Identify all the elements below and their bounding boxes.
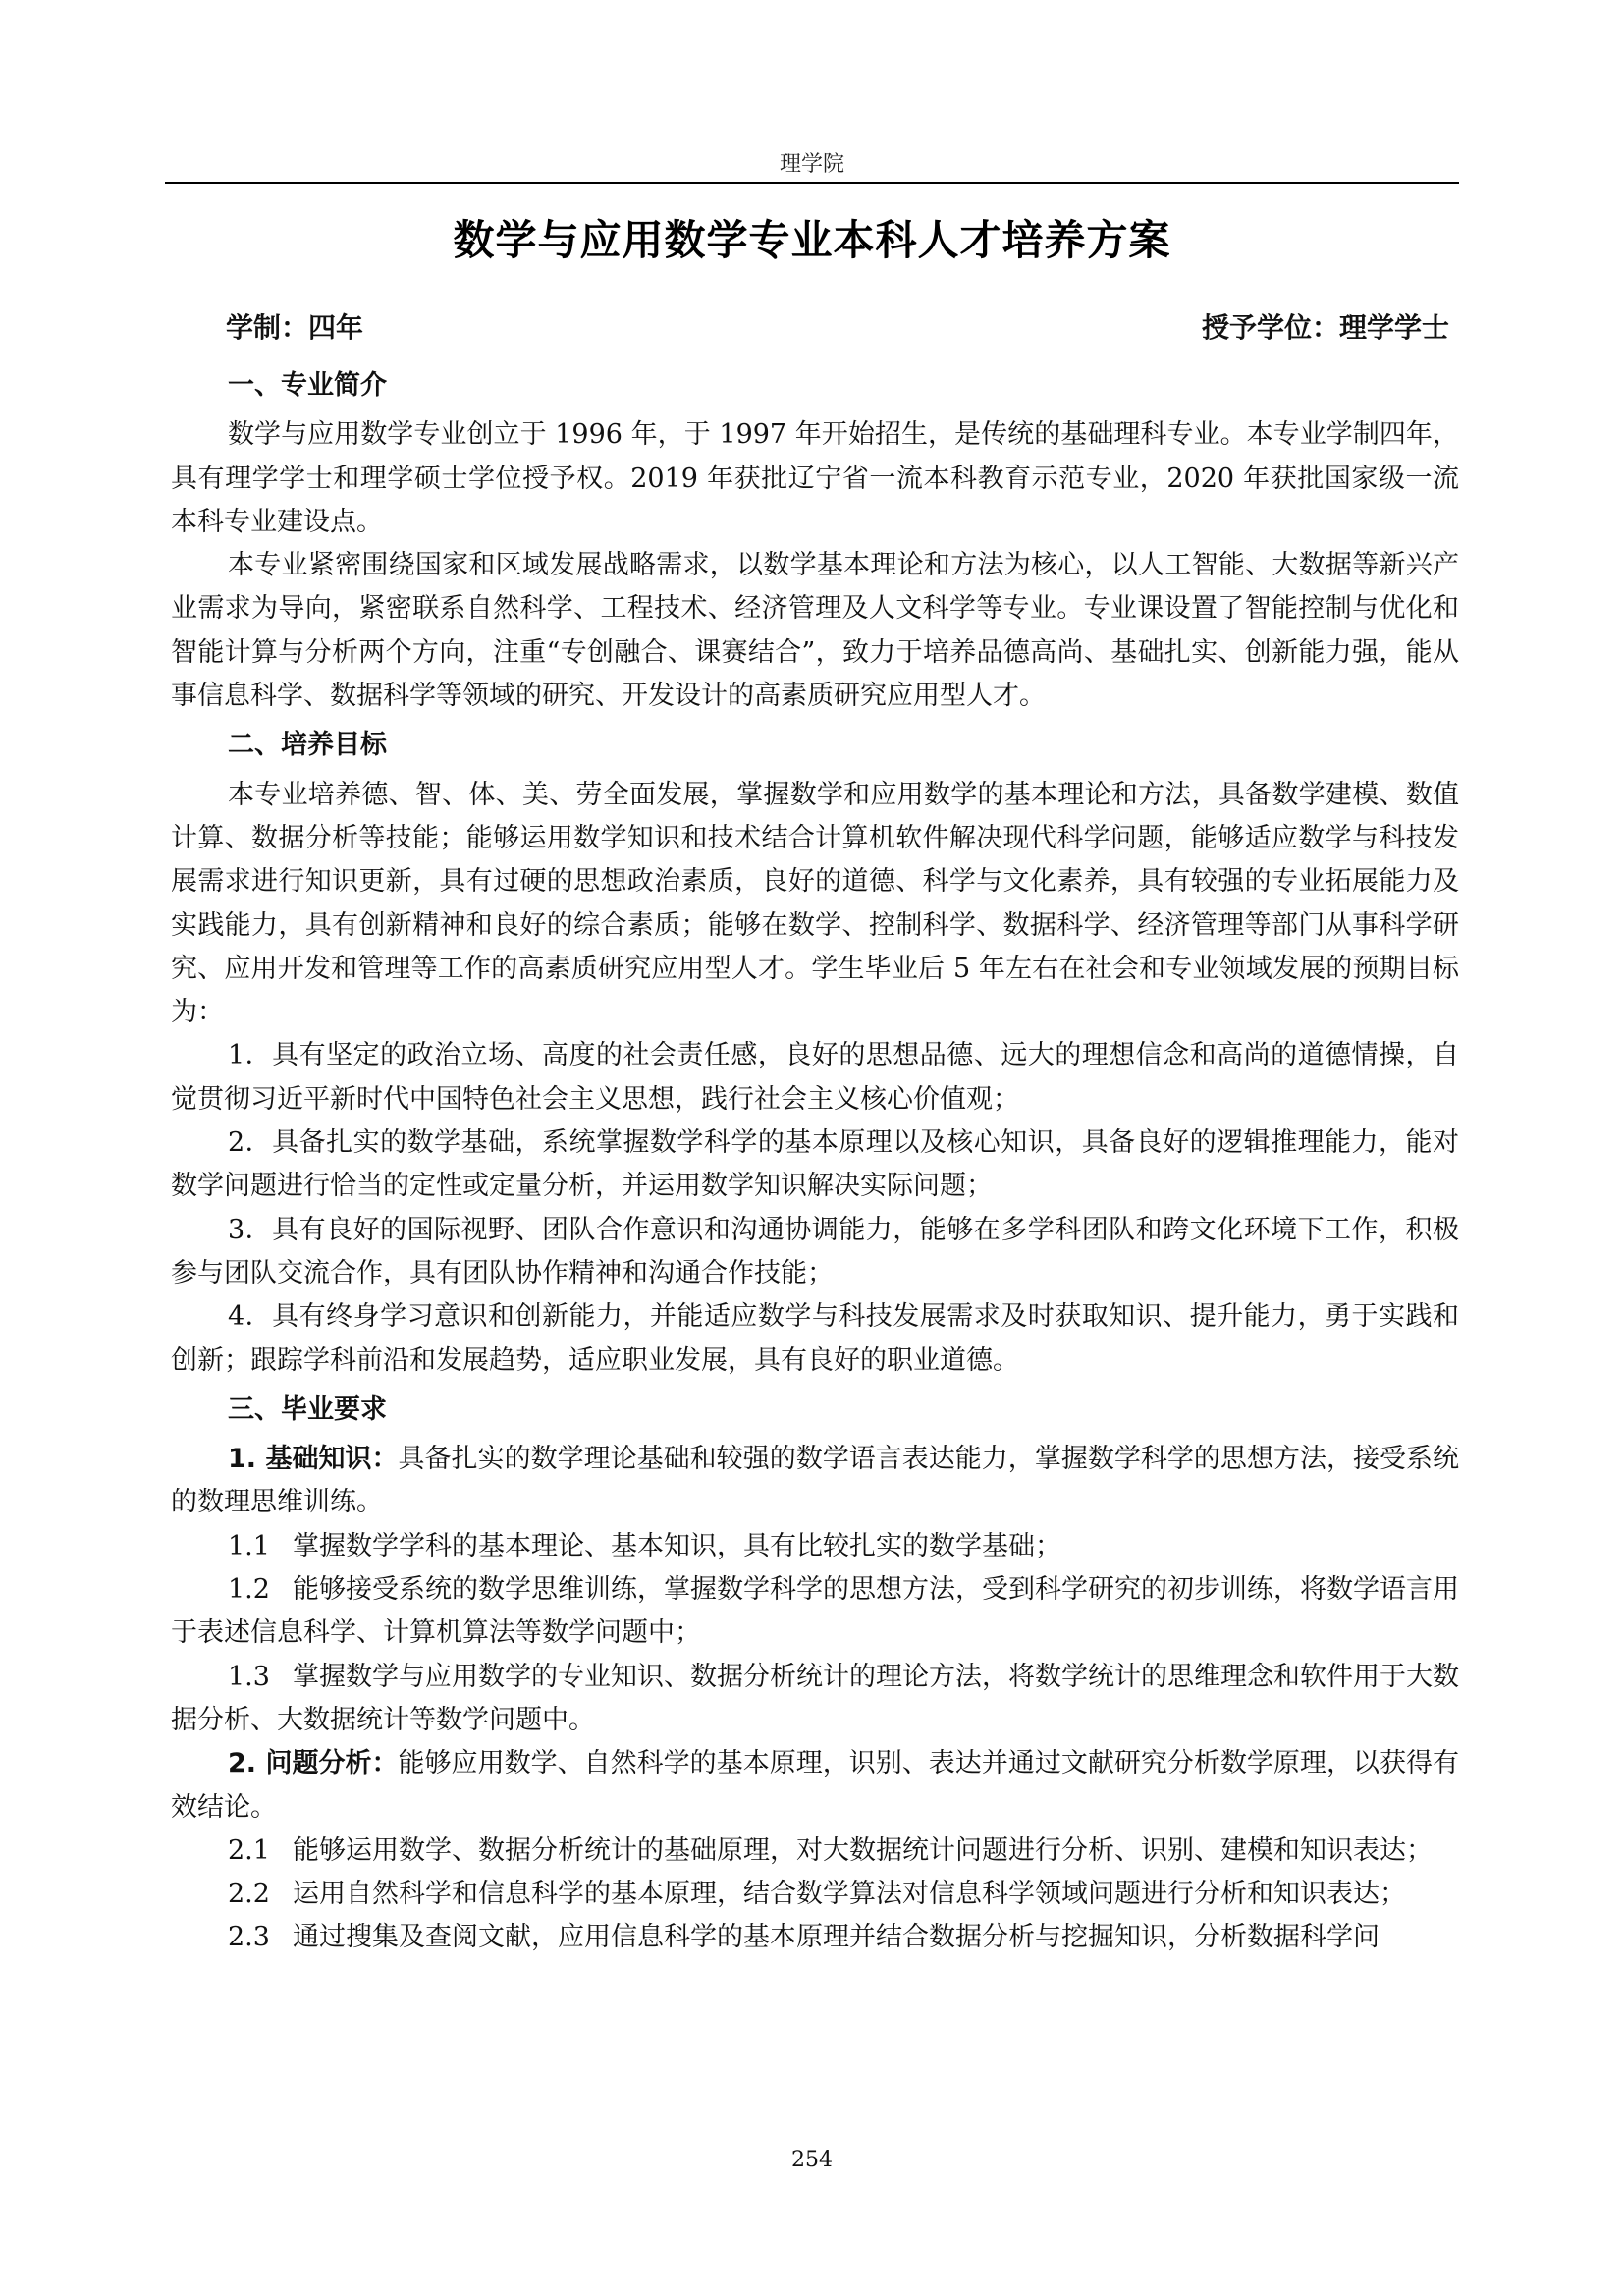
sub-requirement bbox=[171, 1916, 1459, 1959]
sub-requirement-text: 运用自然科学和信息科学的基本原理，结合数学算法对信息科学领域问题进行分析和知识表达； bbox=[293, 1879, 1406, 1910]
requirement-item bbox=[171, 1742, 1459, 1830]
goal-item: 4．具有终身学习意识和创新能力，并能适应数学与科技发展需求及时获取知识、提升能力，勇于实践和创新；跟踪学科前沿和发展趋势，适应职业发展，具有良好的职业道德。 bbox=[171, 1301, 1459, 1376]
sub-requirement-text: 能够接受系统的数学思维训练，掌握数学科学的思想方法，受到科学研究的初步训练，将数学语言用于表述信息科学、计算机算法等数学问题中； bbox=[171, 1574, 1459, 1649]
paragraph: 数学与应用数学专业创立于 1996 年，于 1997 年开始招生，是传统的基础理科专业。本专业学制四年，具有理学学士和理学硕士学位授予权。2019 年获批辽宁省一流本科教育示范专业，2020 年获批国家级一流本科专业建设点。 bbox=[171, 419, 1459, 537]
document-body bbox=[171, 358, 1459, 1960]
degree-label: 授予学位： bbox=[1201, 311, 1339, 344]
duration-label: 学制： bbox=[226, 311, 309, 344]
sub-requirement-number: 2.2 bbox=[228, 1879, 270, 1910]
sub-requirement-number: 2.3 bbox=[228, 1922, 270, 1953]
requirement-text: 具备扎实的数学理论基础和较强的数学语言表达能力，掌握数学科学的思想方法，接受系统的数理思维训练。 bbox=[171, 1444, 1460, 1518]
requirement-item bbox=[171, 1438, 1459, 1525]
sub-requirement-text: 能够运用数学、数据分析统计的基础原理，对大数据统计问题进行分析、识别、建模和知识表达； bbox=[293, 1834, 1433, 1866]
section-heading-requirements: 三、毕业要求 bbox=[228, 1394, 387, 1425]
duration-value: 四年 bbox=[308, 311, 364, 344]
goal-item: 2．具备扎实的数学基础，系统掌握数学科学的基本原理以及核心知识，具备良好的逻辑推理能力，能对数学问题进行恰当的定性或定量分析，并运用数学知识解决实际问题； bbox=[171, 1127, 1459, 1202]
duration-meta bbox=[226, 306, 363, 346]
sub-requirement-text: 掌握数学学科的基本理论、基本知识，具有比较扎实的数学基础； bbox=[293, 1530, 1061, 1561]
paragraph: 本专业紧密围绕国家和区域发展战略需求，以数学基本理论和方法为核心，以人工智能、大数据等新兴产业需求为导向，紧密联系自然科学、工程技术、经济管理及人文科学等专业。专业课设置了智能控制与优化和智能计算与分析两个方向，注重“专创融合、课赛结合”，致力于培养品德高尚、基础扎实、创新能力强，能从事信息科学、数据科学等领域的研究、开发设计的高素质研究应用型人才。 bbox=[171, 550, 1459, 712]
goal-item: 3．具有良好的国际视野、团队合作意识和沟通协调能力，能够在多学科团队和跨文化环境下工作，积极参与团队交流合作，具有团队协作精神和沟通合作技能； bbox=[171, 1214, 1459, 1288]
sub-requirement-text: 掌握数学与应用数学的专业知识、数据分析统计的理论方法，将数学统计的思维理念和软件用于大数据分析、大数据统计等数学问题中。 bbox=[171, 1661, 1459, 1735]
document-title: 数学与应用数学专业本科人才培养方案 bbox=[453, 216, 1171, 264]
sub-requirement-number: 1.1 bbox=[228, 1530, 270, 1561]
sub-requirement bbox=[171, 1656, 1459, 1743]
sub-requirement-number: 1.3 bbox=[228, 1661, 270, 1692]
sub-requirement-number: 1.2 bbox=[228, 1574, 270, 1606]
requirement-title: 2. 问题分析： bbox=[228, 1748, 399, 1779]
sub-requirement-text: 通过搜集及查阅文献，应用信息科学的基本原理并结合数据分析与挖掘知识，分析数据科学问 bbox=[293, 1922, 1380, 1953]
page-number: 254 bbox=[791, 2148, 833, 2172]
running-header: 理学院 bbox=[779, 152, 844, 177]
header-rule bbox=[165, 182, 1459, 184]
requirement-text: 能够应用数学、自然科学的基本原理，识别、表达并通过文献研究分析数学原理，以获得有效结论。 bbox=[171, 1748, 1460, 1823]
goal-item: 1．具有坚定的政治立场、高度的社会责任感，良好的思想品德、远大的理想信念和高尚的道德情操，自觉贯彻习近平新时代中国特色社会主义思想，践行社会主义核心价值观； bbox=[171, 1040, 1459, 1115]
sub-requirement bbox=[171, 1525, 1459, 1568]
sub-requirement bbox=[171, 1830, 1459, 1873]
sub-requirement-number: 2.1 bbox=[228, 1834, 270, 1866]
paragraph: 本专业培养德、智、体、美、劳全面发展，掌握数学和应用数学的基本理论和方法，具备数学建模、数值计算、数据分析等技能；能够运用数学知识和技术结合计算机软件解决现代科学问题，能够适应数学与科技发展需求进行知识更新，具有过硬的思想政治素质，良好的道德、科学与文化素养，具有较强的专业拓展能力及实践能力，具有创新精神和良好的综合素质；能够在数学、控制科学、数据科学、经济管理等部门从事科学研究、应用开发和管理等工作的高素质研究应用型人才。学生毕业后 5 年左右在社会和专业领域发展的预期目标为： bbox=[171, 779, 1459, 1028]
degree-value: 理学学士 bbox=[1338, 311, 1449, 344]
sub-requirement bbox=[171, 1568, 1459, 1656]
section-heading-goals: 二、培养目标 bbox=[228, 730, 387, 761]
requirement-title: 1. 基础知识： bbox=[228, 1444, 399, 1475]
degree-meta bbox=[1202, 306, 1449, 346]
sub-requirement bbox=[171, 1873, 1459, 1916]
section-heading-intro: 一、专业简介 bbox=[228, 370, 387, 401]
meta-row bbox=[226, 306, 1449, 346]
